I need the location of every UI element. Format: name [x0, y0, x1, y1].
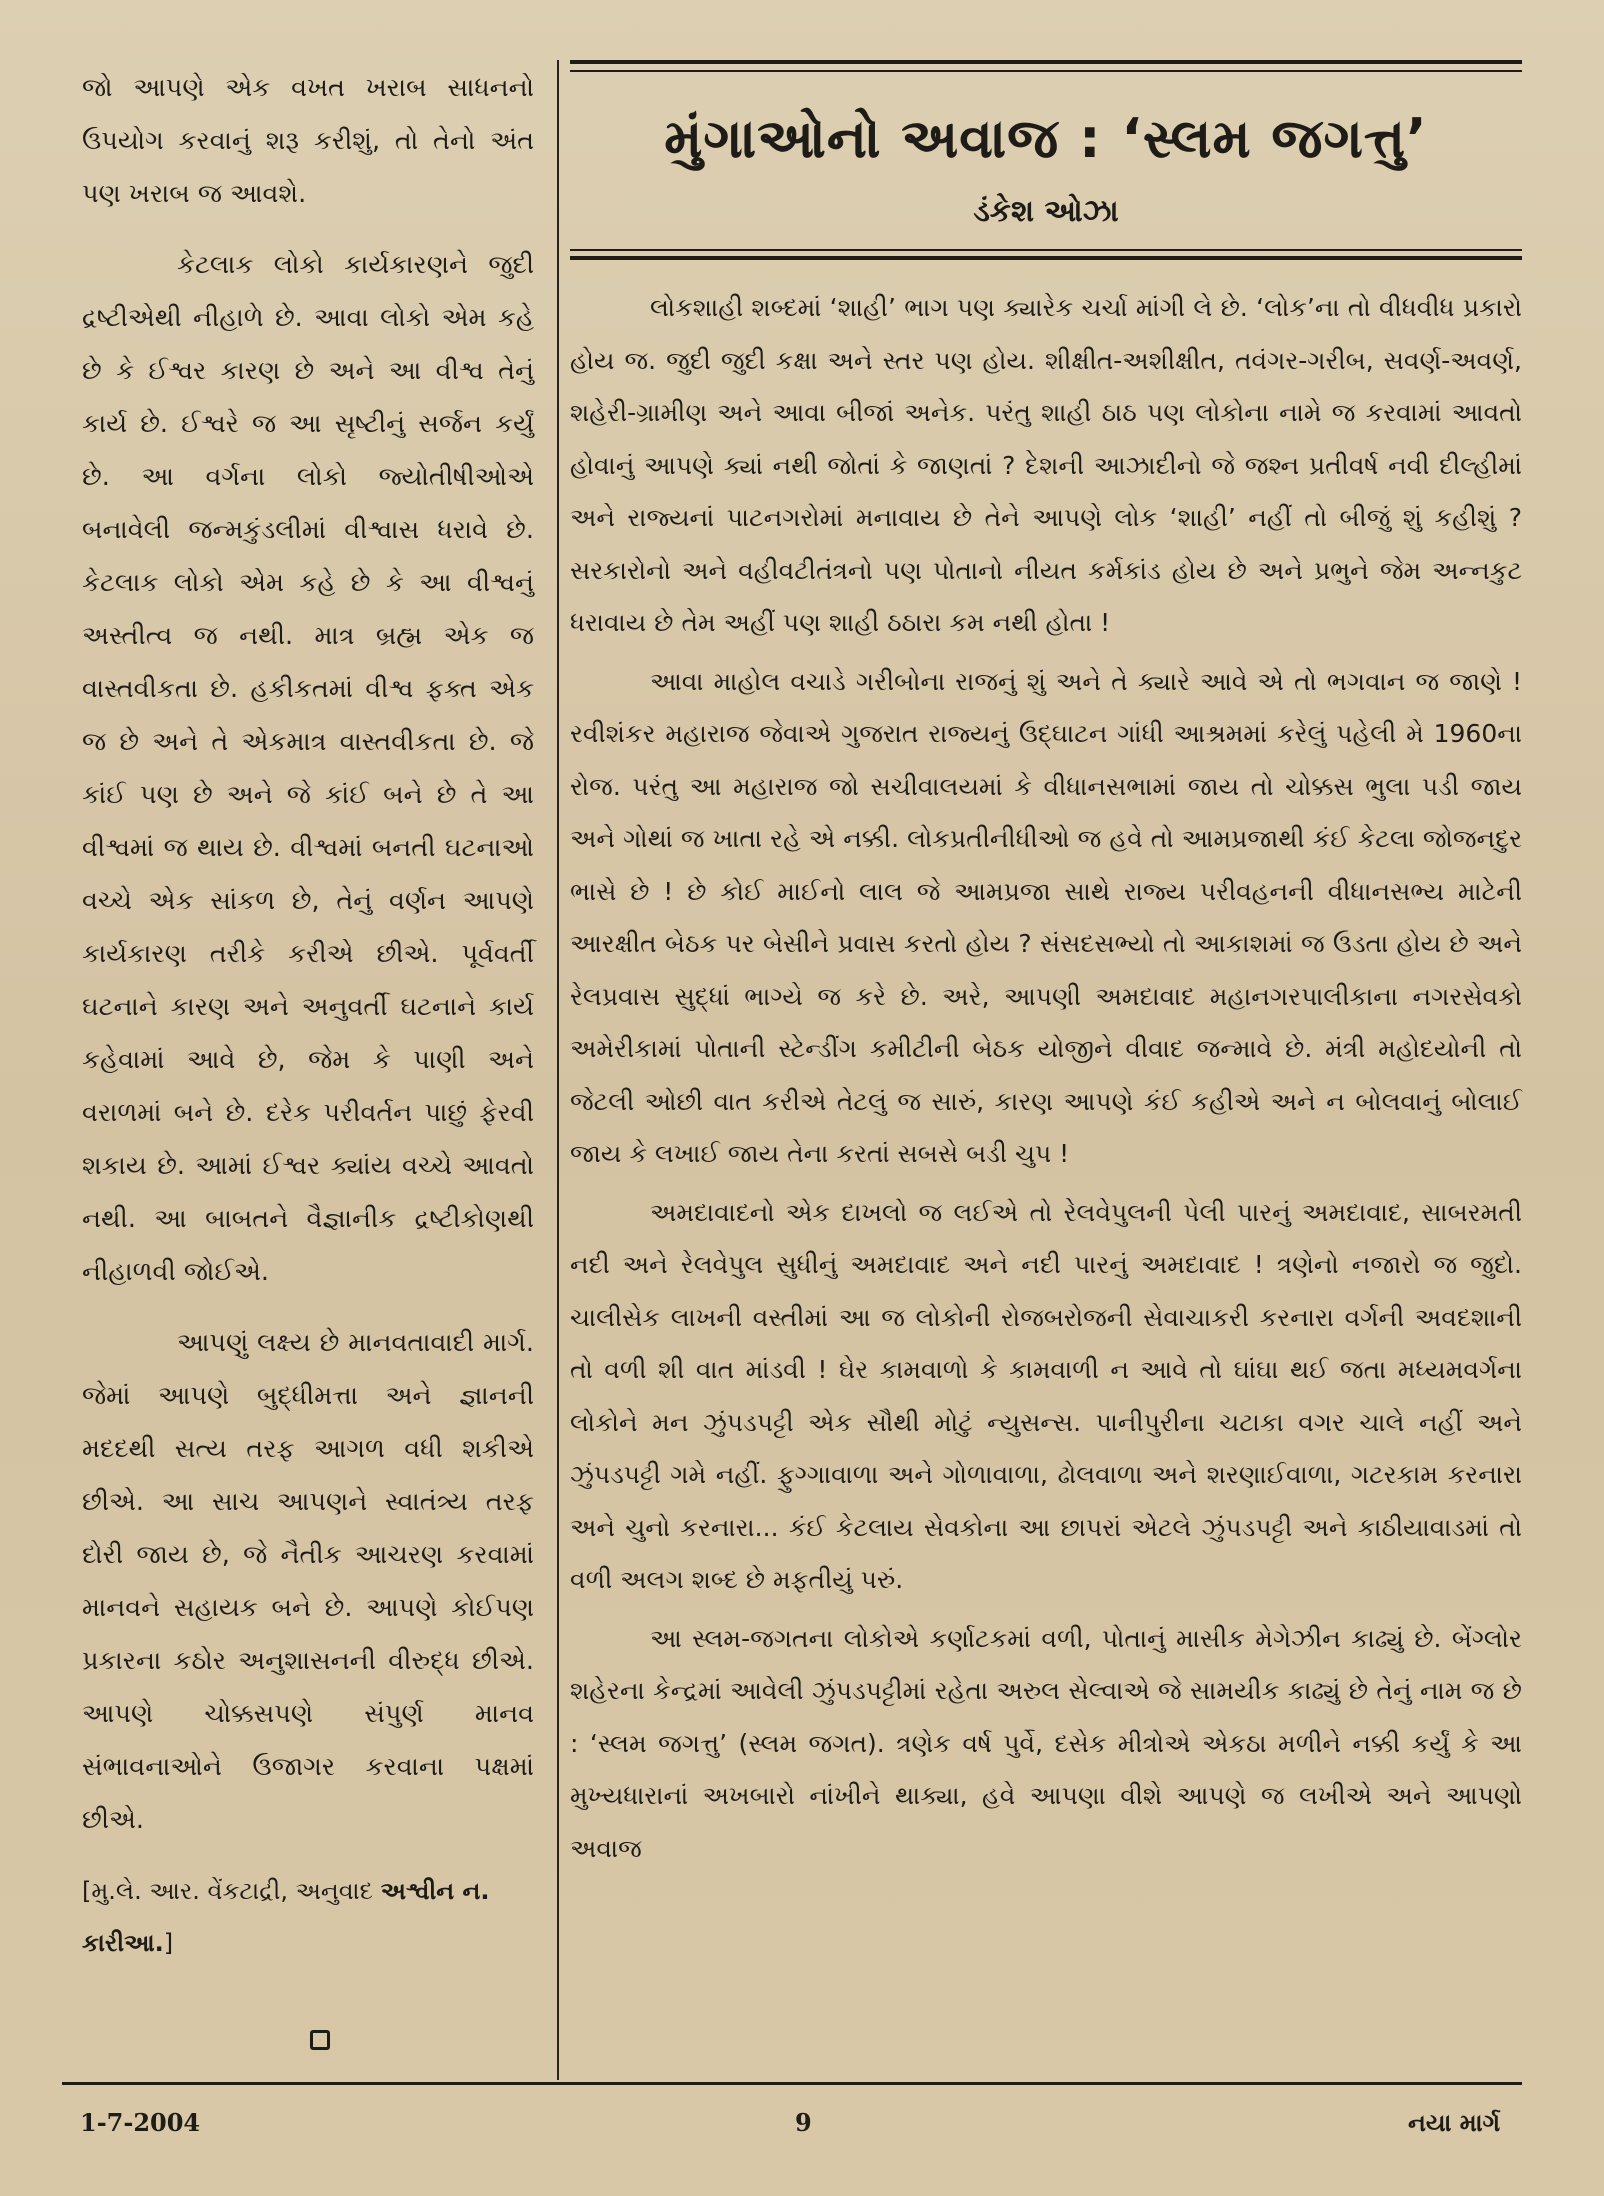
footer-rule: [62, 2082, 1522, 2085]
article-paragraph-3: અમદાવાદનો એક દાખલો જ લઈએ તો રેલવેપુલની પેલી પારનું અમદાવાદ, સાબરમતી નદી અને રેલવેપુલ સુધીનું અમદાવાદ અને નદી પારનું અમદાવાદ ! ત્રણેનો નજારો જ જુદો. ચાલીસેક લાખની વસ્તીમાં આ જ લોકોની રોજબરોજની સેવાચાકરી કરનારા વર્ગની અવદશાની તો વળી શી વાત માંડવી ! ઘેર કામવાળો કે કામવાળી ન આવે તો ઘાંઘા થઈ જતા મધ્યમવર્ગના લોકોને મન ઝુંપડપટ્ટી એક સૌથી મોટું ન્યુસન્સ. પાનીપુરીના ચટાકા વગર ચાલે નહીં અને ઝુંપડપટ્ટી ગમે નહીં. ફુગ્ગાવાળા અને ગોળાવાળા, ઢોલવાળા અને શરણાઈવાળા, ગટરકામ કરનારા અને ચુનો કરનારા... કંઈ કેટલાય સેવકોના આ છાપરાં એટલે ઝુંપડપટ્ટી અને કાઠીયાવાડમાં તો વળી અલગ શબ્દ છે મફતીયું પરું.: [570, 1197, 1522, 1594]
title-bottom-rule: [570, 256, 1522, 260]
article-title: મુંગાઓનો અવાજ : ‘સ્લમ જગત્તુ’: [664, 107, 1428, 170]
article-author: ડંકેશ ઓઝા: [973, 194, 1119, 229]
credit-prefix: [મુ.લે. આર. વેંકટાદ્રી, અનુવાદ: [82, 1877, 381, 1905]
left-column: [82, 62, 534, 1969]
footer-page-number: 9: [795, 2108, 812, 2137]
article-body: [570, 282, 1522, 1875]
title-top-rule-thin: [570, 70, 1522, 72]
translation-credit: [82, 1865, 534, 1969]
article-paragraph-2: આવા માહોલ વચાડે ગરીબોના રાજનું શું અને તે ક્યારે આવે એ તો ભગવાન જ જાણે ! રવીશંકર મહારાજ જેવાએ ગુજરાત રાજ્યનું ઉદ્ઘાટન ગાંધી આશ્રમમાં કરેલું પહેલી મે 1960ના રોજ. પરંતુ આ મહારાજ જો સચીવાલયમાં કે વીધાનસભામાં જાય તો ચોક્કસ ભુલા પડી જાય અને ગોથાં જ ખાતા રહે એ નક્કી. લોકપ્રતીનીધીઓ જ હવે તો આમપ્રજાથી કંઈ કેટલા જોજનદુર ભાસે છે ! છે કોઈ માઈનો લાલ જે આમપ્રજા સાથે રાજ્ય પરીવહનની વીધાનસભ્ય માટેની આરક્ષીત બેઠક પર બેસીને પ્રવાસ કરતો હોય ? સંસદસભ્યો તો આકાશમાં જ ઉડતા હોય છે અને રેલપ્રવાસ સુદ્ધાં ભાગ્યે જ કરે છે. અરે, આપણી અમદાવાદ મહાનગરપાલીકાના નગરસેવકો અમેરીકામાં પોતાની સ્ટેન્ડીંગ કમીટીની બેઠક યોજીને વીવાદ જન્માવે છે. મંત્રી મહોદયોની તો જેટલી ઓછી વાત કરીએ તેટલું જ સારું, કારણ આપણે કંઈ કહીએ અને ન બોલવાનું બોલાઈ જાય કે લખાઈ જાય તેના કરતાં સબસે બડી ચુપ !: [570, 666, 1522, 1168]
title-top-rule: [570, 60, 1522, 64]
title-bottom-rule-thin: [570, 249, 1522, 251]
left-paragraph-3: આપણું લક્ષ્ય છે માનવતાવાદી માર્ગ. જેમાં આપણે બુદ્ધીમત્તા અને જ્ઞાનની મદદથી સત્ય તરફ આગળ વધી શકીએ છીએ. આ સાચ આપણને સ્વાતંત્ર્ય તરફ દોરી જાય છે, જે નૈતીક આચરણ કરવામાં માનવને સહાયક બને છે. આપણે કોઈપણ પ્રકારના કઠોર અનુશાસનની વીરુદ્ધ છીએ. આપણે ચોક્કસપણે સંપુર્ણ માનવ સંભાવનાઓને ઉજાગર કરવાના પક્ષમાં છીએ.: [82, 1328, 534, 1835]
article-column: [570, 60, 1522, 1881]
article-paragraph-4: આ સ્લમ-જગતના લોકોએ કર્ણાટકમાં વળી, પોતાનું માસીક મેગેઝીન કાઢ્યું છે. બેંગ્લોર શહેરના કેન્દ્રમાં આવેલી ઝુંપડપટ્ટીમાં રહેતા અરુલ સેલ્વાએ જે સામયીક કાઢ્યું છે તેનું નામ જ છે : ‘સ્લમ જગત્તુ’ (સ્લમ જગત). ત્રણેક વર્ષ પુર્વે, દસેક મીત્રોએ એકઠા મળીને નક્કી કર્યું કે આ મુખ્યધારાનાં અખબારો નાંખીને થાક્યા, હવે આપણા વીશે આપણે જ લખીએ અને આપણો અવાજ: [570, 1623, 1522, 1863]
footer-magazine-name: નયા માર્ગ: [1408, 2108, 1501, 2137]
footer-date: 1-7-2004: [80, 2108, 201, 2137]
translator-name: અશ્વીન ન. કારીઆ.: [82, 1877, 490, 1957]
column-divider: [557, 60, 559, 2080]
left-paragraph-1: જો આપણે એક વખત ખરાબ સાધનનો ઉપયોગ કરવાનું શરૂ કરીશું, તો તેનો અંત પણ ખરાબ જ આવશે.: [82, 73, 534, 209]
end-of-article-square-icon: [310, 2030, 330, 2050]
left-paragraph-2: કેટલાક લોકો કાર્યકારણને જુદી દ્રષ્ટીએથી નીહાળે છે. આવા લોકો એમ કહે છે કે ઈશ્વર કારણ છે અને આ વીશ્વ તેનું કાર્ય છે. ઈશ્વરે જ આ સૃષ્ટીનું સર્જન કર્યું છે. આ વર્ગના લોકો જ્યોતીષીઓએ બનાવેલી જન્મકુંડલીમાં વીશ્વાસ ધરાવે છે. કેટલાક લોકો એમ કહે છે કે આ વીશ્વનું અસ્તીત્વ જ નથી. માત્ર બ્રહ્મ એક જ વાસ્તવીકતા છે. હકીકતમાં વીશ્વ ફક્ત એક જ છે અને તે એકમાત્ર વાસ્તવીકતા છે. જે કાંઈ પણ છે અને જે કાંઈ બને છે તે આ વીશ્વમાં જ થાય છે. વીશ્વમાં બનતી ઘટનાઓ વચ્ચે એક સાંકળ છે, તેનું વર્ણન આપણે કાર્યકારણ તરીકે કરીએ છીએ. પૂર્વવર્તી ઘટનાને કારણ અને અનુવર્તી ઘટનાને કાર્ય કહેવામાં આવે છે, જેમ કે પાણી અને વરાળમાં બને છે. દરેક પરીવર્તન પાછું ફેરવી શકાય છે. આમાં ઈશ્વર ક્યાંય વચ્ચે આવતો નથી. આ બાબતને વૈજ્ઞાનીક દ્રષ્ટીકોણથી નીહાળવી જોઈએ.: [82, 250, 534, 1287]
credit-suffix: ]: [163, 1929, 174, 1957]
article-paragraph-1: લોકશાહી શબ્દમાં ‘શાહી’ ભાગ પણ ક્યારેક ચર્ચા માંગી લે છે. ‘લોક’ના તો વીધવીધ પ્રકારો હોય જ. જુદી જુદી કક્ષા અને સ્તર પણ હોય. શીક્ષીત-અશીક્ષીત, તવંગર-ગરીબ, સવર્ણ-અવર્ણ, શહેરી-ગ્રામીણ અને આવા બીજાં અનેક. પરંતુ શાહી ઠાઠ પણ લોકોના નામે જ કરવામાં આવતો હોવાનું આપણે ક્યાં નથી જોતાં કે જાણતાં ? દેશની આઝાદીનો જે જશ્ન પ્રતીવર્ષ નવી દીલ્હીમાં અને રાજ્યનાં પાટનગરોમાં મનાવાય છે તેને આપણે લોક ‘શાહી’ નહીં તો બીજું શું કહીશું ? સરકારોનો અને વહીવટીતંત્રનો પણ પોતાનો નીયત કર્મકાંડ હોય છે અને પ્રભુને જેમ અન્નકુટ ધરાવાય છે તેમ અહીં પણ શાહી ઠઠારા કમ નથી હોતા !: [570, 293, 1522, 637]
